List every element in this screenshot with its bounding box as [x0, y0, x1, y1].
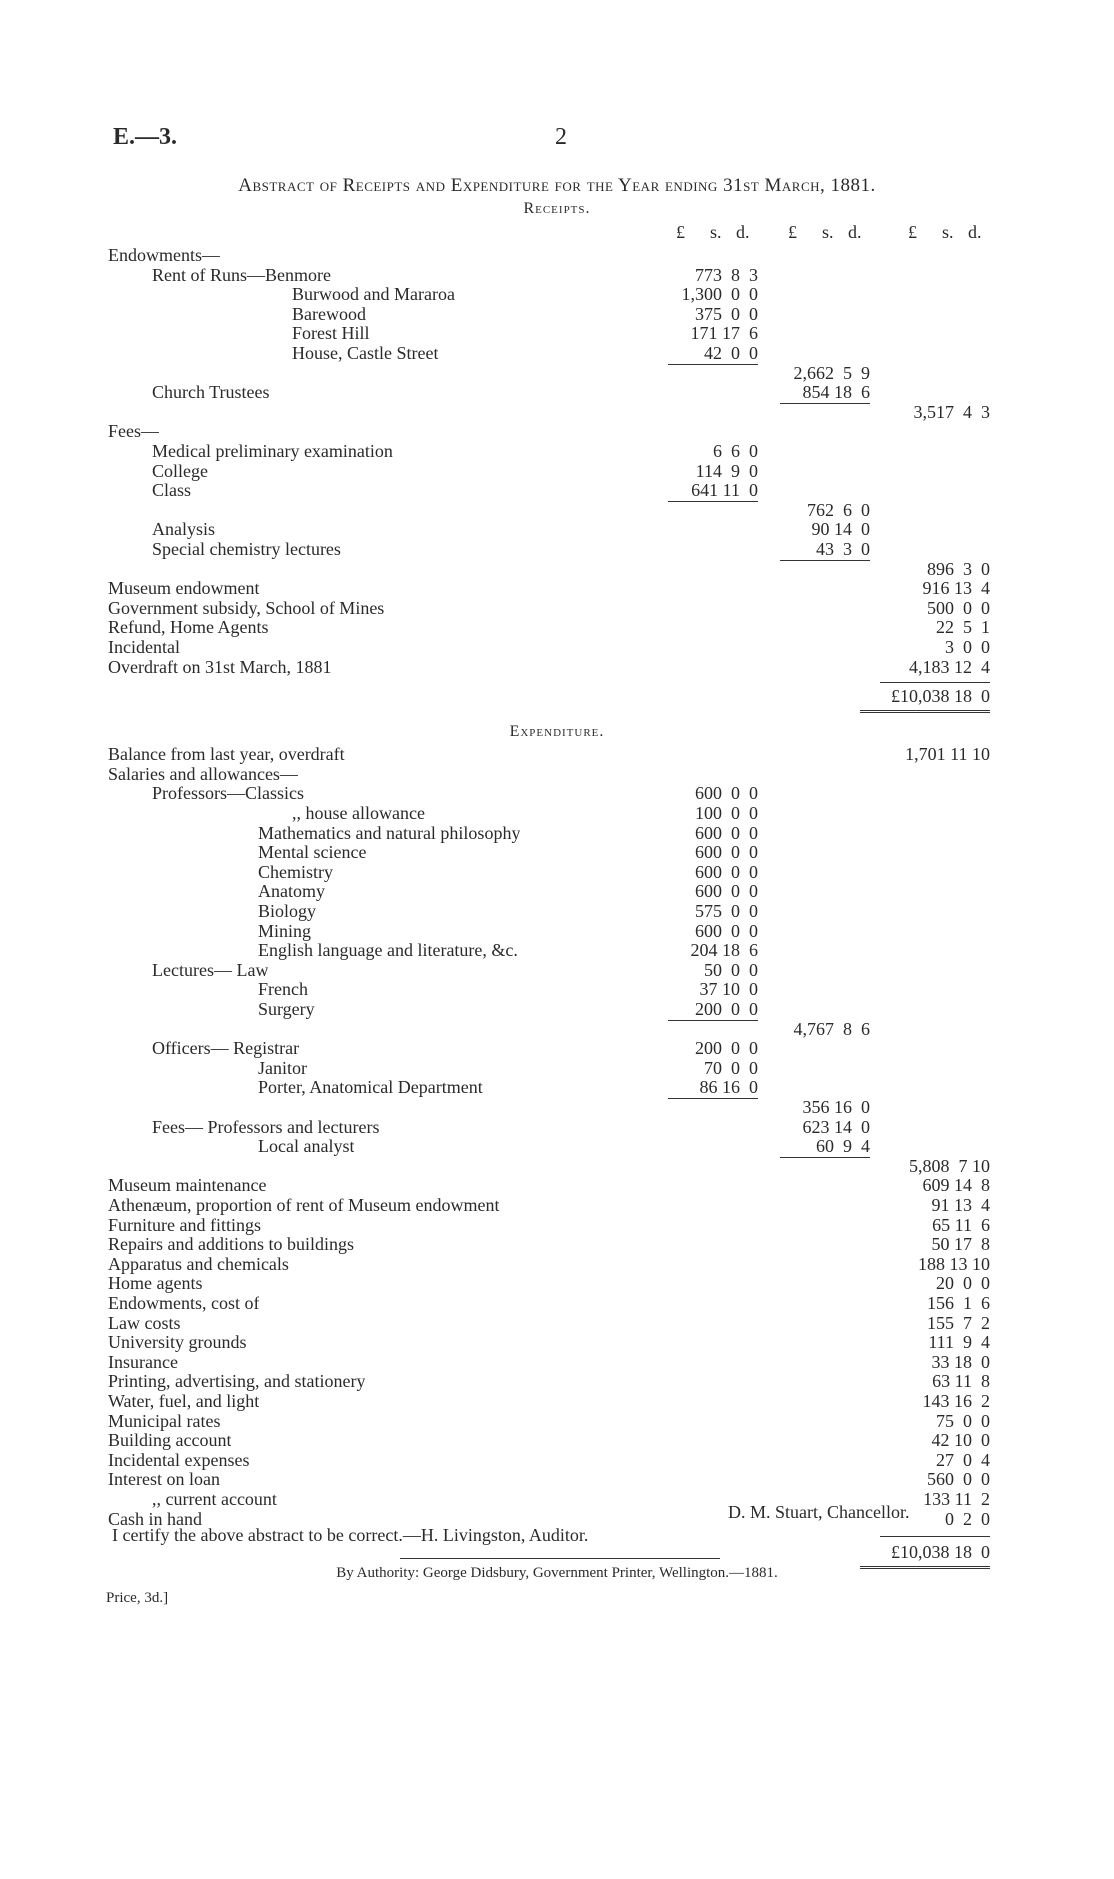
table-row: [0, 1175, 1114, 1195]
amount-cell: 3 0 0: [945, 637, 990, 657]
table-row: [0, 323, 1114, 343]
row-label: Museum endowment: [108, 578, 260, 599]
column-header: £: [676, 222, 685, 242]
table-row: [0, 421, 1114, 441]
table-row: [0, 617, 1114, 637]
row-label: Mental science: [258, 842, 367, 863]
table-row: [0, 1450, 1114, 1470]
amount-cell: 3,517 4 3: [913, 401, 990, 422]
row-label: Class: [152, 480, 192, 501]
row-label: Overdraft on 31st March, 1881: [108, 656, 332, 677]
row-label: Water, fuel, and light: [108, 1391, 260, 1411]
row-label: Medical preliminary examination: [152, 441, 393, 461]
row-label: Mathematics and natural philosophy: [258, 822, 521, 843]
column-header: £: [788, 222, 797, 242]
amount-cell: 50 0 0: [704, 959, 758, 980]
amount-cell: 1,300 0 0: [681, 284, 758, 305]
row-label: Anatomy: [258, 881, 325, 902]
table-row: [0, 363, 1114, 383]
amount-cell: 623 14 0: [802, 1116, 870, 1137]
amount-cell: 4,183 12 4: [909, 656, 990, 677]
table-row: [0, 842, 1114, 862]
row-label: ,, current account: [152, 1489, 277, 1509]
amount-cell: 200 0 0: [695, 999, 758, 1019]
amount-cell: 600 0 0: [695, 783, 758, 804]
table-row: [0, 559, 1114, 579]
row-label: Salaries and allowances—: [108, 763, 298, 784]
amount-cell: 762 6 0: [807, 499, 870, 520]
row-label: Professors—Classics: [152, 783, 304, 804]
row-label: Fees—: [108, 421, 159, 442]
row-label: Refund, Home Agents: [108, 617, 269, 638]
amount-cell: 609 14 8: [922, 1175, 990, 1196]
row-label: Forest Hill: [292, 323, 370, 344]
amount-cell: 43 3 0: [816, 539, 870, 559]
amount-cell: 22 5 1: [936, 617, 990, 638]
amount-cell: 0 2 0: [945, 1508, 990, 1529]
column-header: s.: [822, 222, 834, 242]
row-label: Government subsidy, School of Mines: [108, 597, 385, 618]
row-label: ,, house allowance: [292, 803, 425, 823]
row-label: Fees— Professors and lecturers: [152, 1116, 380, 1137]
table-row: [0, 657, 1114, 677]
receipts-heading: Receipts.: [523, 200, 591, 217]
amount-cell: 600 0 0: [695, 861, 758, 882]
row-label: Incidental expenses: [108, 1449, 250, 1470]
table-row: [0, 539, 1114, 559]
table-row: [0, 461, 1114, 481]
table-row: [0, 1352, 1114, 1372]
table-row: [0, 578, 1114, 598]
table-row: [0, 1313, 1114, 1333]
table-row: [0, 783, 1114, 803]
amount-cell: 111 9 4: [928, 1332, 990, 1353]
amount-cell: 90 14 0: [811, 519, 870, 540]
amount-cell: 600 0 0: [695, 920, 758, 941]
row-label: Chemistry: [258, 861, 333, 882]
table-row: [0, 1411, 1114, 1431]
amount-cell: 133 11 2: [923, 1489, 990, 1509]
amount-cell: 896 3 0: [927, 558, 990, 579]
table-row: [0, 1038, 1114, 1058]
amount-cell: 2,662 5 9: [793, 362, 870, 383]
amount-cell: 4,767 8 6: [793, 1018, 870, 1039]
amount-cell: 33 18 0: [931, 1351, 990, 1372]
amount-cell: 188 13 10: [918, 1253, 990, 1274]
amount-cell: 114 9 0: [695, 460, 758, 481]
table-row: [0, 1293, 1114, 1313]
table-row: [0, 304, 1114, 324]
table-row: [0, 500, 1114, 520]
amount-cell: 600 0 0: [695, 881, 758, 902]
row-label: University grounds: [108, 1332, 247, 1353]
table-row: [0, 1058, 1114, 1078]
table-row: [0, 1195, 1114, 1215]
table-row: [0, 744, 1114, 764]
row-label: Balance from last year, overdraft: [108, 744, 345, 765]
row-label: Repairs and additions to buildings: [108, 1234, 354, 1255]
row-label: English language and literature, &c.: [258, 940, 518, 961]
amount-cell: 60 9 4: [816, 1136, 870, 1157]
table-row: [0, 921, 1114, 941]
table-row: [0, 519, 1114, 539]
table-row: [0, 1371, 1114, 1391]
table-row: [0, 480, 1114, 500]
amount-cell: 560 0 0: [927, 1469, 990, 1490]
table-row: [0, 1215, 1114, 1235]
row-label: Mining: [258, 920, 312, 941]
table-row: [0, 245, 1114, 265]
amount-cell: 63 11 8: [932, 1371, 990, 1392]
table-row: [0, 823, 1114, 843]
row-label: Endowments—: [108, 245, 220, 265]
expenditure-total: £10,038 18 0: [891, 1542, 990, 1563]
expenditure-heading: Expenditure.: [509, 723, 605, 741]
row-label: Barewood: [292, 303, 366, 324]
table-row: [0, 1430, 1114, 1450]
table-row: [0, 1391, 1114, 1411]
row-label: Porter, Anatomical Department: [258, 1077, 483, 1098]
row-label: Athenæum, proportion of rent of Museum endowment: [108, 1195, 500, 1215]
table-row: [0, 979, 1114, 999]
total-rule: [880, 1536, 990, 1537]
amount-cell: 70 0 0: [704, 1057, 758, 1078]
total-rule: [880, 682, 990, 683]
table-row: [0, 1077, 1114, 1097]
row-label: Municipal rates: [108, 1410, 221, 1431]
document-reference: E.—3.: [113, 124, 178, 150]
column-header: s.: [942, 222, 954, 242]
row-label: Cash in hand: [108, 1508, 202, 1529]
amount-cell: 773 8 3: [695, 264, 758, 285]
table-row: [0, 402, 1114, 422]
printer-authority: By Authority: George Didsbury, Government Printer, Wellington.—1881.: [336, 1565, 778, 1581]
amount-cell: 356 16 0: [802, 1097, 870, 1117]
column-header: s.: [710, 222, 722, 242]
amount-cell: 50 17 8: [931, 1234, 990, 1255]
row-label: Lectures— Law: [152, 959, 269, 980]
total-double-rule: [860, 710, 990, 713]
table-row: [0, 1273, 1114, 1293]
table-row: [0, 940, 1114, 960]
amount-cell: 37 10 0: [699, 979, 758, 1000]
row-label: Museum maintenance: [108, 1175, 267, 1196]
table-row: [0, 343, 1114, 363]
table-row: [0, 441, 1114, 461]
row-label: Incidental: [108, 637, 180, 657]
table-row: [0, 881, 1114, 901]
table-row: [0, 1332, 1114, 1352]
table-row: [0, 1156, 1114, 1176]
amount-cell: 42 0 0: [704, 343, 758, 363]
table-row: [0, 265, 1114, 285]
row-label: French: [258, 979, 308, 1000]
price-note: Price, 3d.]: [106, 1590, 169, 1606]
table-row: [0, 1254, 1114, 1274]
amount-cell: 600 0 0: [695, 842, 758, 863]
amount-cell: 86 16 0: [699, 1077, 758, 1098]
row-label: House, Castle Street: [292, 343, 439, 363]
table-row: [0, 1489, 1114, 1509]
row-label: Apparatus and chemicals: [108, 1253, 289, 1274]
amount-cell: 6 6 0: [713, 441, 758, 461]
amount-cell: 20 0 0: [936, 1273, 990, 1294]
divider: [400, 1558, 720, 1559]
column-header: d.: [736, 222, 750, 242]
table-row: [0, 764, 1114, 784]
amount-cell: 204 18 6: [690, 940, 758, 961]
table-row: [0, 1097, 1114, 1117]
amount-cell: 600 0 0: [695, 822, 758, 843]
row-label: Rent of Runs—Benmore: [152, 264, 331, 285]
receipts-total-row: [0, 686, 1114, 706]
row-label: Officers— Registrar: [152, 1038, 300, 1059]
row-label: Law costs: [108, 1312, 181, 1333]
amount-cell: 854 18 6: [802, 382, 870, 403]
amount-cell: 100 0 0: [695, 803, 758, 823]
amount-cell: 171 17 6: [690, 323, 758, 344]
amount-cell: 75 0 0: [936, 1410, 990, 1431]
amount-cell: 641 11 0: [691, 480, 758, 501]
amount-cell: 155 7 2: [927, 1312, 990, 1333]
amount-cell: 916 13 4: [922, 578, 990, 599]
table-row: [0, 803, 1114, 823]
row-label: Analysis: [152, 519, 215, 540]
amount-cell: 5,808 7 10: [909, 1155, 990, 1176]
row-label: Surgery: [258, 999, 315, 1019]
row-label: Insurance: [108, 1351, 178, 1372]
document-title: Abstract of Receipts and Expenditure for the Year ending 31st March, 1881.: [238, 175, 876, 196]
table-row: [0, 960, 1114, 980]
amount-cell: 27 0 4: [936, 1449, 990, 1470]
table-row: [0, 1469, 1114, 1489]
row-label: Special chemistry lectures: [152, 539, 341, 559]
table-row: [0, 1136, 1114, 1156]
amount-cell: 1,701 11 10: [905, 744, 990, 765]
row-label: Janitor: [258, 1057, 307, 1078]
table-row: [0, 1117, 1114, 1137]
row-label: Interest on loan: [108, 1469, 220, 1490]
amount-cell: 65 11 6: [932, 1214, 990, 1235]
column-header: d.: [848, 222, 862, 242]
row-label: Biology: [258, 901, 317, 921]
row-label: Building account: [108, 1430, 232, 1451]
column-header: d.: [968, 222, 982, 242]
row-label: Church Trustees: [152, 382, 270, 403]
amount-cell: 200 0 0: [695, 1038, 758, 1059]
table-row: [0, 862, 1114, 882]
receipts-total: £10,038 18 0: [891, 686, 990, 707]
table-row: [0, 284, 1114, 304]
table-row: [0, 598, 1114, 618]
amount-cell: 42 10 0: [931, 1430, 990, 1451]
row-label: Burwood and Mararoa: [292, 284, 455, 305]
table-row: [0, 1234, 1114, 1254]
amount-cell: 500 0 0: [927, 597, 990, 618]
amount-cell: 91 13 4: [931, 1195, 990, 1215]
amount-cell: 375 0 0: [695, 303, 758, 324]
table-row: [0, 999, 1114, 1019]
amount-cell: 575 0 0: [695, 901, 758, 921]
row-label: College: [152, 460, 208, 481]
amount-cell: 156 1 6: [927, 1293, 990, 1313]
row-label: Home agents: [108, 1273, 203, 1294]
row-label: Endowments, cost of: [108, 1293, 260, 1313]
table-row: [0, 637, 1114, 657]
table-row: [0, 382, 1114, 402]
column-header: £: [908, 222, 917, 242]
row-label: Printing, advertising, and stationery: [108, 1371, 366, 1392]
table-row: [0, 901, 1114, 921]
row-label: Local analyst: [258, 1136, 355, 1157]
signature-chancellor: D. M. Stuart, Chancellor.: [728, 1502, 910, 1522]
auditor-certification: I certify the above abstract to be correct.—H. Livingston, Auditor.: [112, 1525, 589, 1545]
amount-cell: 143 16 2: [922, 1391, 990, 1411]
row-label: Furniture and fittings: [108, 1214, 261, 1235]
table-row: [0, 1019, 1114, 1039]
page-number: 2: [555, 124, 567, 150]
